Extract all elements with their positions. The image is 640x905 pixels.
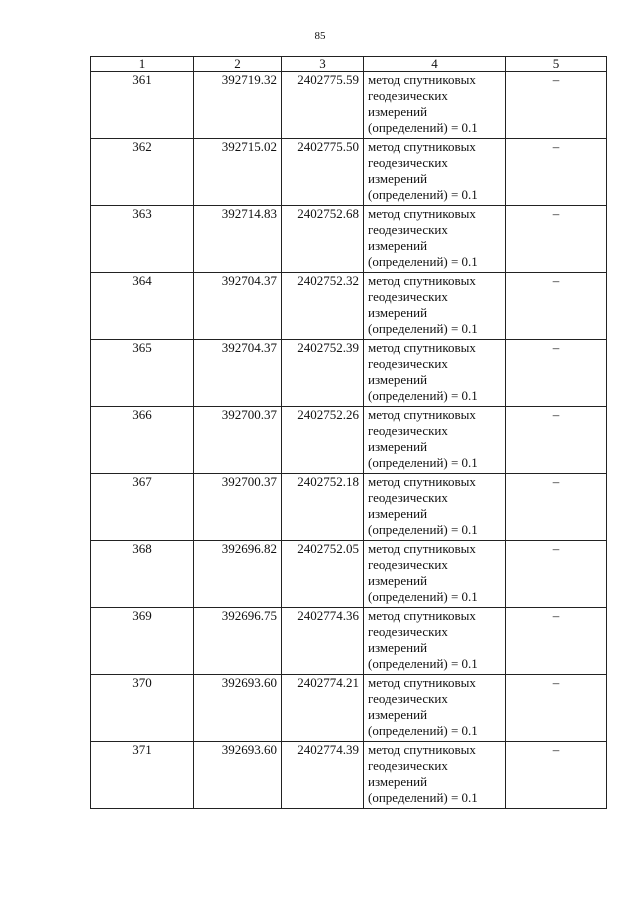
column5-cell: – bbox=[506, 675, 607, 742]
column-header-5: 5 bbox=[506, 57, 607, 72]
point-number-cell: 367 bbox=[91, 474, 194, 541]
method-cell: метод спутниковых геодезических измерений (определений) = 0.1 bbox=[364, 474, 506, 541]
column-header-1: 1 bbox=[91, 57, 194, 72]
column5-cell: – bbox=[506, 340, 607, 407]
table-row bbox=[91, 72, 607, 139]
method-cell: метод спутниковых геодезических измерений (определений) = 0.1 bbox=[364, 407, 506, 474]
column5-cell: – bbox=[506, 72, 607, 139]
table-row bbox=[91, 608, 607, 675]
point-number-cell: 364 bbox=[91, 273, 194, 340]
table-row bbox=[91, 273, 607, 340]
column-header-2: 2 bbox=[194, 57, 282, 72]
column5-cell: – bbox=[506, 541, 607, 608]
table-row bbox=[91, 474, 607, 541]
x-coordinate-cell: 392719.32 bbox=[194, 72, 282, 139]
method-cell: метод спутниковых геодезических измерений (определений) = 0.1 bbox=[364, 72, 506, 139]
x-coordinate-cell: 392696.75 bbox=[194, 608, 282, 675]
y-coordinate-cell: 2402752.26 bbox=[282, 407, 364, 474]
table-row bbox=[91, 541, 607, 608]
y-coordinate-cell: 2402774.21 bbox=[282, 675, 364, 742]
point-number-cell: 370 bbox=[91, 675, 194, 742]
point-number-cell: 363 bbox=[91, 206, 194, 273]
x-coordinate-cell: 392700.37 bbox=[194, 407, 282, 474]
page-number: 85 bbox=[314, 30, 326, 42]
x-coordinate-cell: 392704.37 bbox=[194, 273, 282, 340]
point-number-cell: 366 bbox=[91, 407, 194, 474]
table-header bbox=[91, 57, 607, 72]
column5-cell: – bbox=[506, 139, 607, 206]
table-row bbox=[91, 675, 607, 742]
table-body bbox=[91, 72, 607, 809]
column5-cell: – bbox=[506, 474, 607, 541]
x-coordinate-cell: 392693.60 bbox=[194, 675, 282, 742]
column5-cell: – bbox=[506, 407, 607, 474]
y-coordinate-cell: 2402752.05 bbox=[282, 541, 364, 608]
x-coordinate-cell: 392715.02 bbox=[194, 139, 282, 206]
method-cell: метод спутниковых геодезических измерений (определений) = 0.1 bbox=[364, 742, 506, 809]
point-number-cell: 371 bbox=[91, 742, 194, 809]
x-coordinate-cell: 392700.37 bbox=[194, 474, 282, 541]
y-coordinate-cell: 2402775.59 bbox=[282, 72, 364, 139]
y-coordinate-cell: 2402752.18 bbox=[282, 474, 364, 541]
coordinates-table bbox=[90, 56, 607, 809]
column5-cell: – bbox=[506, 608, 607, 675]
method-cell: метод спутниковых геодезических измерений (определений) = 0.1 bbox=[364, 273, 506, 340]
table-row bbox=[91, 742, 607, 809]
point-number-cell: 361 bbox=[91, 72, 194, 139]
column-header-3: 3 bbox=[282, 57, 364, 72]
table-row bbox=[91, 139, 607, 206]
method-cell: метод спутниковых геодезических измерений (определений) = 0.1 bbox=[364, 139, 506, 206]
point-number-cell: 368 bbox=[91, 541, 194, 608]
table-row bbox=[91, 340, 607, 407]
header-row bbox=[91, 57, 607, 72]
table-row bbox=[91, 407, 607, 474]
method-cell: метод спутниковых геодезических измерений (определений) = 0.1 bbox=[364, 675, 506, 742]
point-number-cell: 362 bbox=[91, 139, 194, 206]
x-coordinate-cell: 392693.60 bbox=[194, 742, 282, 809]
point-number-cell: 365 bbox=[91, 340, 194, 407]
x-coordinate-cell: 392696.82 bbox=[194, 541, 282, 608]
y-coordinate-cell: 2402752.39 bbox=[282, 340, 364, 407]
y-coordinate-cell: 2402752.32 bbox=[282, 273, 364, 340]
method-cell: метод спутниковых геодезических измерений (определений) = 0.1 bbox=[364, 340, 506, 407]
method-cell: метод спутниковых геодезических измерений (определений) = 0.1 bbox=[364, 541, 506, 608]
y-coordinate-cell: 2402774.39 bbox=[282, 742, 364, 809]
column5-cell: – bbox=[506, 206, 607, 273]
column-header-4: 4 bbox=[364, 57, 506, 72]
column5-cell: – bbox=[506, 742, 607, 809]
method-cell: метод спутниковых геодезических измерений (определений) = 0.1 bbox=[364, 206, 506, 273]
y-coordinate-cell: 2402752.68 bbox=[282, 206, 364, 273]
point-number-cell: 369 bbox=[91, 608, 194, 675]
table-row bbox=[91, 206, 607, 273]
method-cell: метод спутниковых геодезических измерений (определений) = 0.1 bbox=[364, 608, 506, 675]
x-coordinate-cell: 392704.37 bbox=[194, 340, 282, 407]
y-coordinate-cell: 2402775.50 bbox=[282, 139, 364, 206]
y-coordinate-cell: 2402774.36 bbox=[282, 608, 364, 675]
column5-cell: – bbox=[506, 273, 607, 340]
x-coordinate-cell: 392714.83 bbox=[194, 206, 282, 273]
